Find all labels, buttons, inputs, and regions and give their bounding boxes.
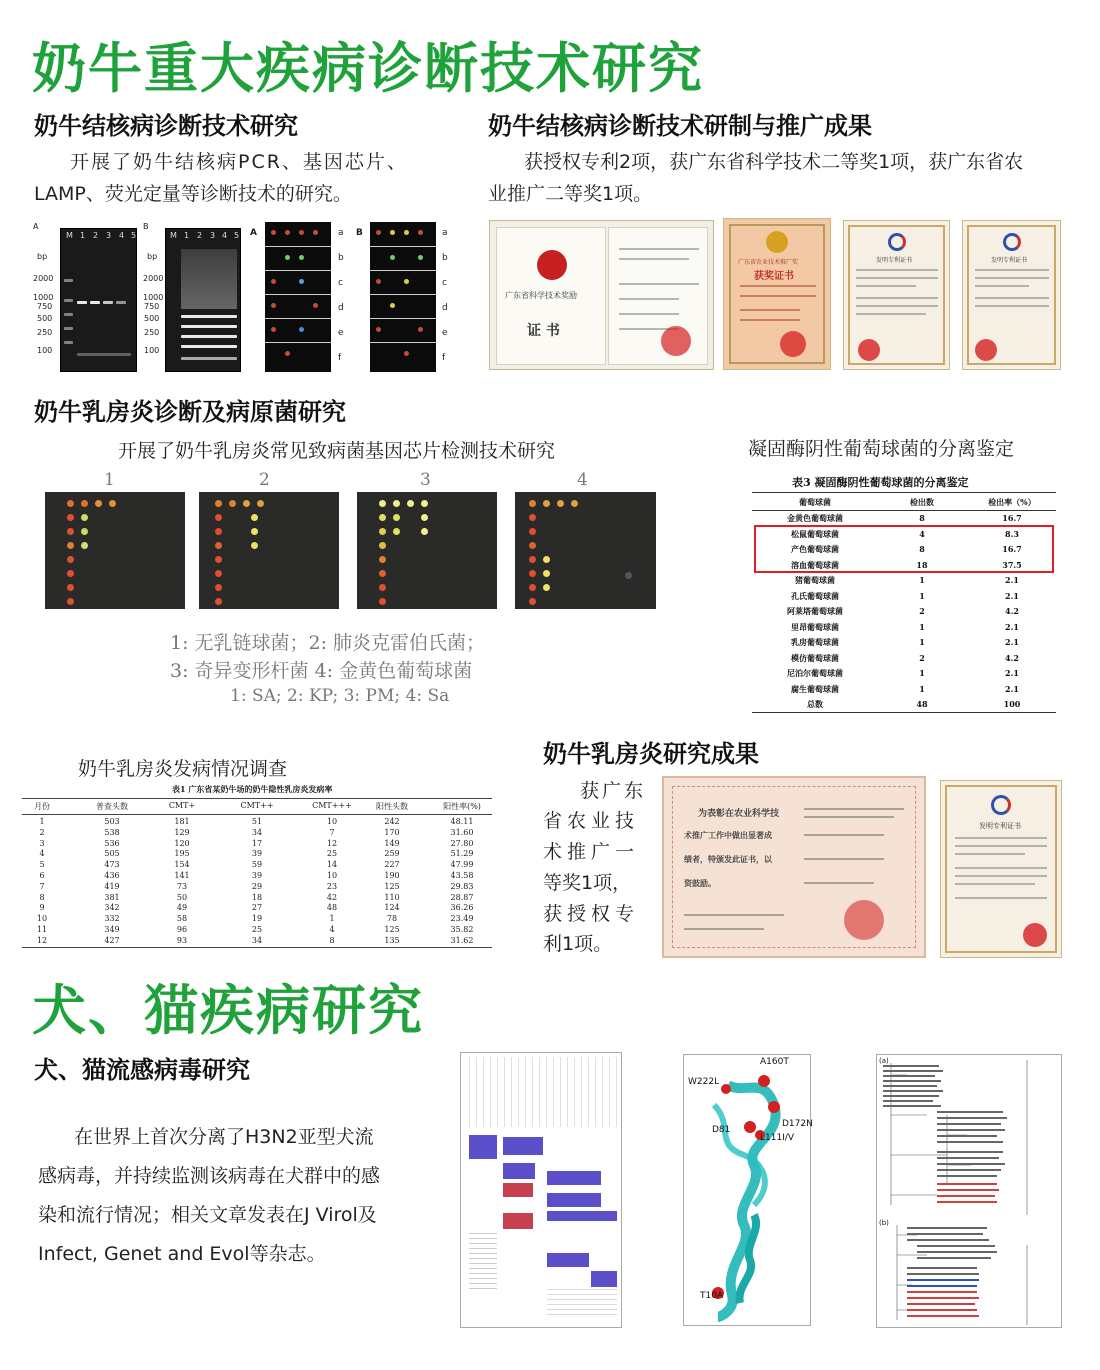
table-cell: 73 [176,881,188,891]
gel-a-lane-4: 4 [119,231,125,240]
mastitis-cert-line1: 为表彰在农业科学技 [698,809,780,819]
tb-chip-b-label: B [356,228,363,238]
gel-a-ladder-250: 250 [37,328,53,337]
tb-result-title: 奶牛结核病诊断技术研制与推广成果 [488,112,872,140]
mastitis-result-line2: 省农业技 [543,810,640,832]
table-row: 尼泊尔葡萄球菌 1 2.1 [787,668,1019,678]
table-row: 产色葡萄球菌 8 16.7 [791,544,1022,554]
tb-chip-a-row-c: c [338,278,343,288]
gel-b-ladder-500: 500 [144,314,160,323]
table-cell: 11 [36,925,48,934]
mastitis-subtitle: 开展了奶牛乳房炎常见致病菌基因芯片检测技术研究 [118,440,556,462]
gel-a-ladder-750: 750 [37,302,53,311]
table-cell: 14 [326,860,338,870]
tree-branches-icon [877,1055,1063,1329]
cns-highlight-box [754,525,1054,573]
gel-image-b [143,222,243,372]
table-cell: 124 [384,903,400,913]
table-cell: 195 [174,849,190,859]
flu-line1: 在世界上首次分离了H3N2亚型犬流 [74,1126,374,1148]
gel-a-bp: bp [37,252,48,261]
mutation-label-d172n: D172N [782,1119,813,1129]
mastitis-chip-3 [357,492,497,609]
table-cell: 19 [251,914,263,924]
emblem-icon [766,231,788,253]
mastitis-result-line3: 术推广一 [543,841,640,863]
gel-a-lane-5: 5 [131,231,137,240]
red-seal-icon [780,331,806,357]
flu-line4: Infect, Genet and Evol等杂志。 [38,1243,326,1265]
table-row: 金黄色葡萄球菌 8 16.7 [787,513,1022,523]
table-cell: 419 [104,881,120,891]
tb-chip-a-row-f: f [338,353,342,363]
table-row: 模仿葡萄球菌 2 4.2 [791,652,1019,663]
gel-a-ladder-2000: 2000 [33,274,54,283]
tree-a-label: (a) [879,1057,889,1065]
table-row [22,935,492,948]
survey-title: 奶牛乳房炎发病情况调查 [78,758,288,780]
sequence-alignment-figure [460,1052,622,1328]
table-cell: 10 [36,914,48,924]
tb-chip-b-row-f: f [442,353,446,363]
table-cell: 43.58 [450,871,474,880]
table-cell: 39 [251,871,263,880]
tb-section-title: 奶牛结核病诊断技术研究 [34,112,298,140]
gel-a-lane-2: 2 [93,231,99,240]
mastitis-cert-line2: 术推广工作中做出显著成 [684,830,772,840]
gel-b-lane-m: M [170,231,177,240]
table-cell: 125 [384,881,400,891]
red-seal-icon [661,326,691,356]
table-cell: 8 [39,892,45,902]
red-seal-icon [844,900,884,940]
table-cell: 181 [174,817,190,826]
tb-result-line2: 业推广二等奖1项。 [488,183,653,205]
mutation-label-w222l: W222L [688,1077,720,1087]
table-cell: 93 [176,935,188,945]
tb-chip-a-row-d: d [338,303,344,313]
gel-a-label: A [33,222,39,231]
mutation-label-a160t: A160T [760,1057,789,1067]
table-cell: 31.62 [450,935,474,945]
tb-desc-line2: LAMP、荧光定量等诊断技术的研究。 [34,183,352,205]
gel-a-lane-1: 1 [80,231,86,240]
table-cell: 8 [329,935,335,945]
table-row: 里昂葡萄球菌 1 2.1 [791,621,1019,632]
gel-b-ladder-750: 750 [144,302,160,311]
red-seal-icon [1023,923,1047,947]
gel-b-bp: bp [147,252,158,261]
gel-b-ladder-250: 250 [144,328,160,337]
table-cell: 259 [384,849,400,859]
gel-b-plate [165,228,241,372]
mastitis-result-line4: 等奖1项， [543,872,632,894]
table-cell: 58 [176,914,188,924]
table-cell: 39 [251,849,263,859]
mastitis-legend-line1: 1: 无乳链球菌；2: 肺炎克雷伯氏菌； [170,632,486,654]
table-cell: 17 [251,838,263,848]
tb-chip-a-row-a: a [338,228,344,238]
table-row: 阿莱塔葡萄球菌 2 4.2 [787,606,1019,616]
table-row: 乳房葡萄球菌 1 2.1 [791,637,1019,647]
table-cell: 25 [251,925,263,934]
table-cell: 135 [384,935,400,945]
patent-logo-icon [1003,233,1021,251]
table-cell: 154 [174,860,190,870]
page-title: 奶牛重大疾病诊断技术研究 [32,37,704,100]
table-cell: 34 [251,827,263,837]
gel-b-lane-1: 1 [184,231,190,240]
table-cell: 129 [174,827,190,837]
table-cell: 4 [39,849,45,859]
flu-line2: 感病毒，并持续监测该病毒在犬群中的感 [38,1165,381,1187]
gel-image-a [33,222,137,372]
table-cell: 120 [174,838,190,848]
table-cell: 6 [39,871,45,880]
patent-certificate-2 [962,220,1061,370]
cns-table-header: 葡萄球菌 检出数 检出率（%） [799,497,1036,507]
table-cell: 25 [326,849,338,859]
cert1-title: 广东省科学技术奖励 [505,291,577,300]
table-cell: 50 [176,892,188,902]
table-cell: 29 [251,881,263,891]
table-row: 孔氏葡萄球菌 1 2.1 [791,590,1019,601]
tb-desc-line1: 开展了奶牛结核病PCR、基因芯片、 [70,151,408,173]
mastitis-award-certificate [662,776,926,958]
gel-b-ladder-2000: 2000 [143,274,164,283]
table-cell: 190 [384,871,400,880]
table-cell: 9 [39,903,45,913]
gel-b-lane-4: 4 [222,231,228,240]
mutation-label-l111iv: L111I/V [760,1133,795,1143]
table-cell: 427 [104,935,120,945]
cns-table-title: 表3 凝固酶阴性葡萄球菌的分离鉴定 [792,476,969,489]
table-cell: 349 [104,925,120,934]
gel-a-ladder-500: 500 [37,314,53,323]
table-row: 松鼠葡萄球菌 4 8.3 [791,528,1019,539]
table-cell: 12 [326,838,338,848]
table-cell: 436 [104,871,120,880]
red-seal-icon [975,339,997,361]
chip-number-1: 1 [104,470,115,490]
table-cell: 31.60 [450,827,474,837]
table-cell: 473 [104,860,120,870]
gel-b-lane-3: 3 [210,231,216,240]
cert2-sub: 获奖证书 [754,271,794,282]
dog-cat-section-title: 犬、猫疾病研究 [32,979,424,1042]
mastitis-result-line5: 获授权专 [543,903,640,925]
mastitis-cert-line4: 资鼓励。 [684,878,716,888]
table-cell: 1 [39,817,45,826]
protein-ribbon-icon [684,1055,812,1327]
table-cell: 170 [384,827,400,837]
table-cell: 7 [39,881,45,891]
mutation-label-d81: D81 [712,1125,731,1135]
chip-number-2: 2 [259,470,270,490]
table-cell: 5 [39,860,45,870]
table-cell: 10 [326,817,338,826]
table-row: 溶血葡萄球菌 18 37.5 [791,559,1022,570]
survey-table-title: 表1 广东省某奶牛场的奶牛隐性乳房炎发病率 [172,784,333,794]
table-cell: 47.99 [450,860,474,870]
tb-chip-b-row-c: c [442,278,447,288]
patent-certificate-1 [843,220,950,370]
tb-chip-b [356,220,456,372]
mastitis-section-title: 奶牛乳房炎诊断及病原菌研究 [34,398,346,426]
certificate-agri-promotion [723,218,831,370]
table-cell: 51.29 [450,849,474,859]
cert3-title: 发明专利证书 [876,257,913,264]
table-cell: 242 [384,817,400,826]
mastitis-chip-1 [45,492,185,609]
table-cell: 36.26 [450,903,474,913]
tb-chip-a [250,220,350,372]
mastitis-result-title: 奶牛乳房炎研究成果 [543,740,759,768]
table-cell: 3 [39,838,45,848]
cert4-title: 发明专利证书 [991,257,1028,264]
table-cell: 141 [174,871,190,880]
table-cell: 18 [251,892,263,902]
table-cell: 10 [326,871,338,880]
tb-chip-a-row-e: e [338,328,344,338]
flu-section-title: 犬、猫流感病毒研究 [34,1056,250,1084]
patent-logo-icon [991,795,1011,815]
table-cell: 2 [39,827,45,837]
cert2-title: 广东省农业技术推广奖 [738,259,799,266]
tb-chip-b-row-d: d [442,303,448,313]
table-cell: 505 [104,849,120,859]
gel-b-lane-2: 2 [197,231,203,240]
table-cell: 538 [104,827,120,837]
gel-a-ladder-1000: 1000 [33,293,54,302]
table-cell: 332 [104,914,120,924]
table-cell: 51 [251,817,263,826]
gel-b-ladder-100: 100 [144,346,160,355]
table-cell: 42 [326,892,338,902]
table-cell: 28.87 [450,892,474,902]
table-row: 总数 48 100 [807,699,1021,709]
phylogenetic-tree-figure [876,1054,1062,1328]
table-cell: 27.80 [450,838,474,848]
cns-section-title: 凝固酶阴性葡萄球菌的分离鉴定 [748,438,1015,460]
table-cell: 35.82 [450,925,474,934]
certificate-science-award [489,220,714,370]
table-cell: 48.11 [450,817,474,826]
survey-header: 月份 普查头数 CMT+ CMT++ CMT+++ 阳性头数 阳性率(%) [34,801,481,811]
table-cell: 149 [384,838,400,848]
table-cell: 34 [251,935,263,945]
cert1-sub: 证 书 [527,323,560,339]
table-cell: 342 [104,903,120,913]
tb-result-line1: 获授权专利2项，获广东省科学技术二等奖1项，获广东省农 [524,151,1024,173]
mastitis-chip-2 [199,492,339,609]
gel-b-lane-5: 5 [234,231,240,240]
tb-chip-b-row-e: e [442,328,448,338]
table-cell: 4 [329,925,335,934]
table-cell: 110 [384,892,400,902]
mastitis-cert-line3: 绩者，特颁发此证书，以 [684,854,772,864]
gel-a-ladder-100: 100 [37,346,53,355]
table-cell: 7 [329,827,335,837]
table-cell: 503 [104,817,120,826]
table-cell: 48 [326,903,338,913]
gel-b-label: B [143,222,149,231]
tb-chip-b-row-b: b [442,253,448,263]
chip-number-4: 4 [577,470,588,490]
table-cell: 227 [384,860,400,870]
table-cell: 27 [251,903,263,913]
table-row: 猪葡萄球菌 1 2.1 [795,575,1019,585]
patent-logo-icon [888,233,906,251]
table-cell: 23 [326,881,338,891]
table-cell: 381 [104,892,120,902]
gel-a-plate [60,228,137,372]
gel-a-lane-3: 3 [106,231,112,240]
mastitis-legend-line2: 3: 奇异变形杆菌 4: 金黄色葡萄球菌 [170,660,473,682]
survey-table [22,784,492,949]
survey-rows [22,816,492,968]
table-cell: 49 [176,903,188,913]
flu-line3: 染和流行情况；相关文章发表在J Virol及 [38,1204,377,1226]
gel-b-ladder-1000: 1000 [143,293,164,302]
table-cell: 12 [36,935,48,945]
red-seal-icon [858,339,880,361]
table-cell: 23.49 [450,914,474,924]
tb-chip-a-label: A [250,228,257,238]
mastitis-result-line1: 获广东 [580,780,647,802]
table-cell: 78 [386,914,398,924]
table-cell: 29.83 [450,881,474,891]
gel-a-lane-m: M [66,231,73,240]
table-cell: 536 [104,838,120,848]
mutation-label-t10a: T10A [700,1291,724,1301]
tb-chip-a-row-b: b [338,253,344,263]
protein-structure-figure [683,1054,811,1326]
table-cell: 59 [251,860,263,870]
tree-b-label: (b) [879,1219,889,1227]
mastitis-patent-title: 发明专利证书 [979,822,1021,830]
tb-chip-b-row-a: a [442,228,448,238]
table-cell: 1 [329,914,335,924]
table-row: 腐生葡萄球菌 1 2.1 [791,683,1019,694]
mastitis-legend-line3: 1: SA; 2: KP; 3: PM; 4: Sa [230,686,450,706]
chip-number-3: 3 [420,470,431,490]
cns-table [752,474,1056,714]
table-cell: 96 [176,925,188,934]
emblem-icon [537,250,567,280]
mastitis-chip-4 [515,492,656,609]
mastitis-patent-certificate [940,780,1062,958]
table-cell: 125 [384,925,400,934]
mastitis-result-line6: 利1项。 [543,933,613,955]
